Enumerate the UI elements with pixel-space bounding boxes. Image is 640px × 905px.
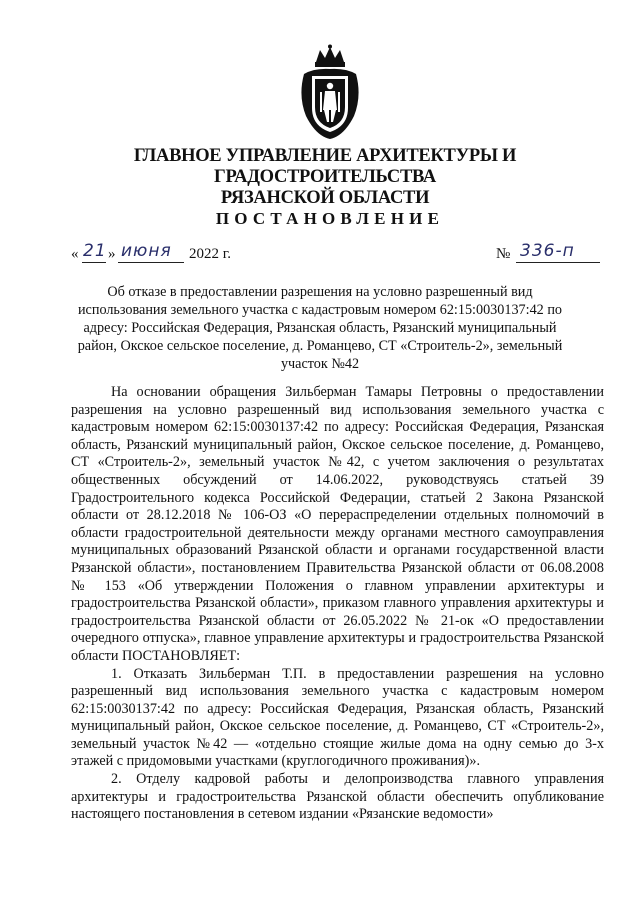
body-preamble: На основании обращения Зильберман Тамары Петровны о предоставлении разрешения на условно разрешенный вид использования земельного участка с кадастровым номером 62:15:0030137:42 по адресу: Российская Федерация, Рязанская область, Рязанский муниципальный район, Окское сельское поселение, д. Романцево, СТ «Строитель-2», земельный участок №42, с учетом заключения о результатах общественных обсуждений от 14.06.2022, руководствуясь статьей 39 Градостроительного кодекса Российской Федерации, статьей 2 Закона Рязанской области от 28.12.2018 № 106-ОЗ «О перераспределении отдельных полномочий в области градостроительной деятельности между органами местного самоуправления муниципальных образований Рязанской области и органами государственной власти Рязанской области», постановлением Правительства Рязанской области от 06.08.2008 № 153 «Об утверждении Положения о главном управлении архитектуры и градостроительства Рязанской области», приказом главного управления архитектуры и градостроительства Рязанской области от 26.05.2022 № 21-ок «О предоставлении очередного отпуска», главное управление архитектуры и градостроительства Рязанской области ПОСТАНОВЛЯЕТ:	[71, 384, 604, 664]
document-number	[496, 241, 616, 267]
body-item-1: 1. Отказать Зильберман Т.П. в предоставлении разрешения на условно разрешенный вид использования земельного участка с кадастровым номером 62:15:0030137:42 по адресу: Российская Федерация, Рязанская область, Рязанский муниципальный район, Окское сельское поселение, д. Романцево, СТ «Строитель-2», земельный участок №42 — «отдельно стоящие жилые дома на одну семью до 3-х этажей с придомовыми участками (круглогодичного проживания)».	[71, 665, 604, 770]
date-day-handwritten: 21	[83, 241, 107, 261]
date-month-underline	[118, 262, 184, 263]
date-day-underline	[82, 262, 106, 263]
number-sign: №	[496, 246, 511, 262]
organization-title-line1: ГЛАВНОЕ УПРАВЛЕНИЕ АРХИТЕКТУРЫ И ГРАДОСТРОИТЕЛЬСТВА	[133, 146, 517, 187]
document-date	[71, 241, 271, 267]
date-month-handwritten: июня	[121, 241, 172, 261]
coat-of-arms-icon	[294, 44, 366, 140]
organization-title-line2: РЯЗАНСКОЙ ОБЛАСТИ	[220, 188, 430, 208]
document-subject: Об отказе в предоставлении разрешения на условно разрешенный вид использования земельного участка с кадастровым номером 62:15:0030137:42 по адресу: Российская Федерация, Рязанская область, Рязанский муниципальный район, Окское сельское поселение, д. Романцево, СТ «Строитель-2», земельный участок №42	[77, 284, 563, 372]
body-item-2: 2. Отделу кадровой работы и делопроизводства главного управления архитектуры и градостроительства Рязанской области обеспечить опубликование настоящего постановления в сетевом издании «Рязанские ведомости»	[71, 771, 604, 823]
document-type-heading: ПОСТАНОВЛЕНИЕ	[215, 209, 445, 228]
organization-title	[40, 146, 610, 209]
date-close-quote: »	[108, 246, 116, 262]
date-year: 2022 г.	[189, 246, 231, 262]
number-value-handwritten: 336-п	[520, 241, 575, 261]
date-open-quote: «	[71, 246, 79, 262]
number-underline	[516, 262, 600, 263]
document-body	[71, 384, 604, 824]
